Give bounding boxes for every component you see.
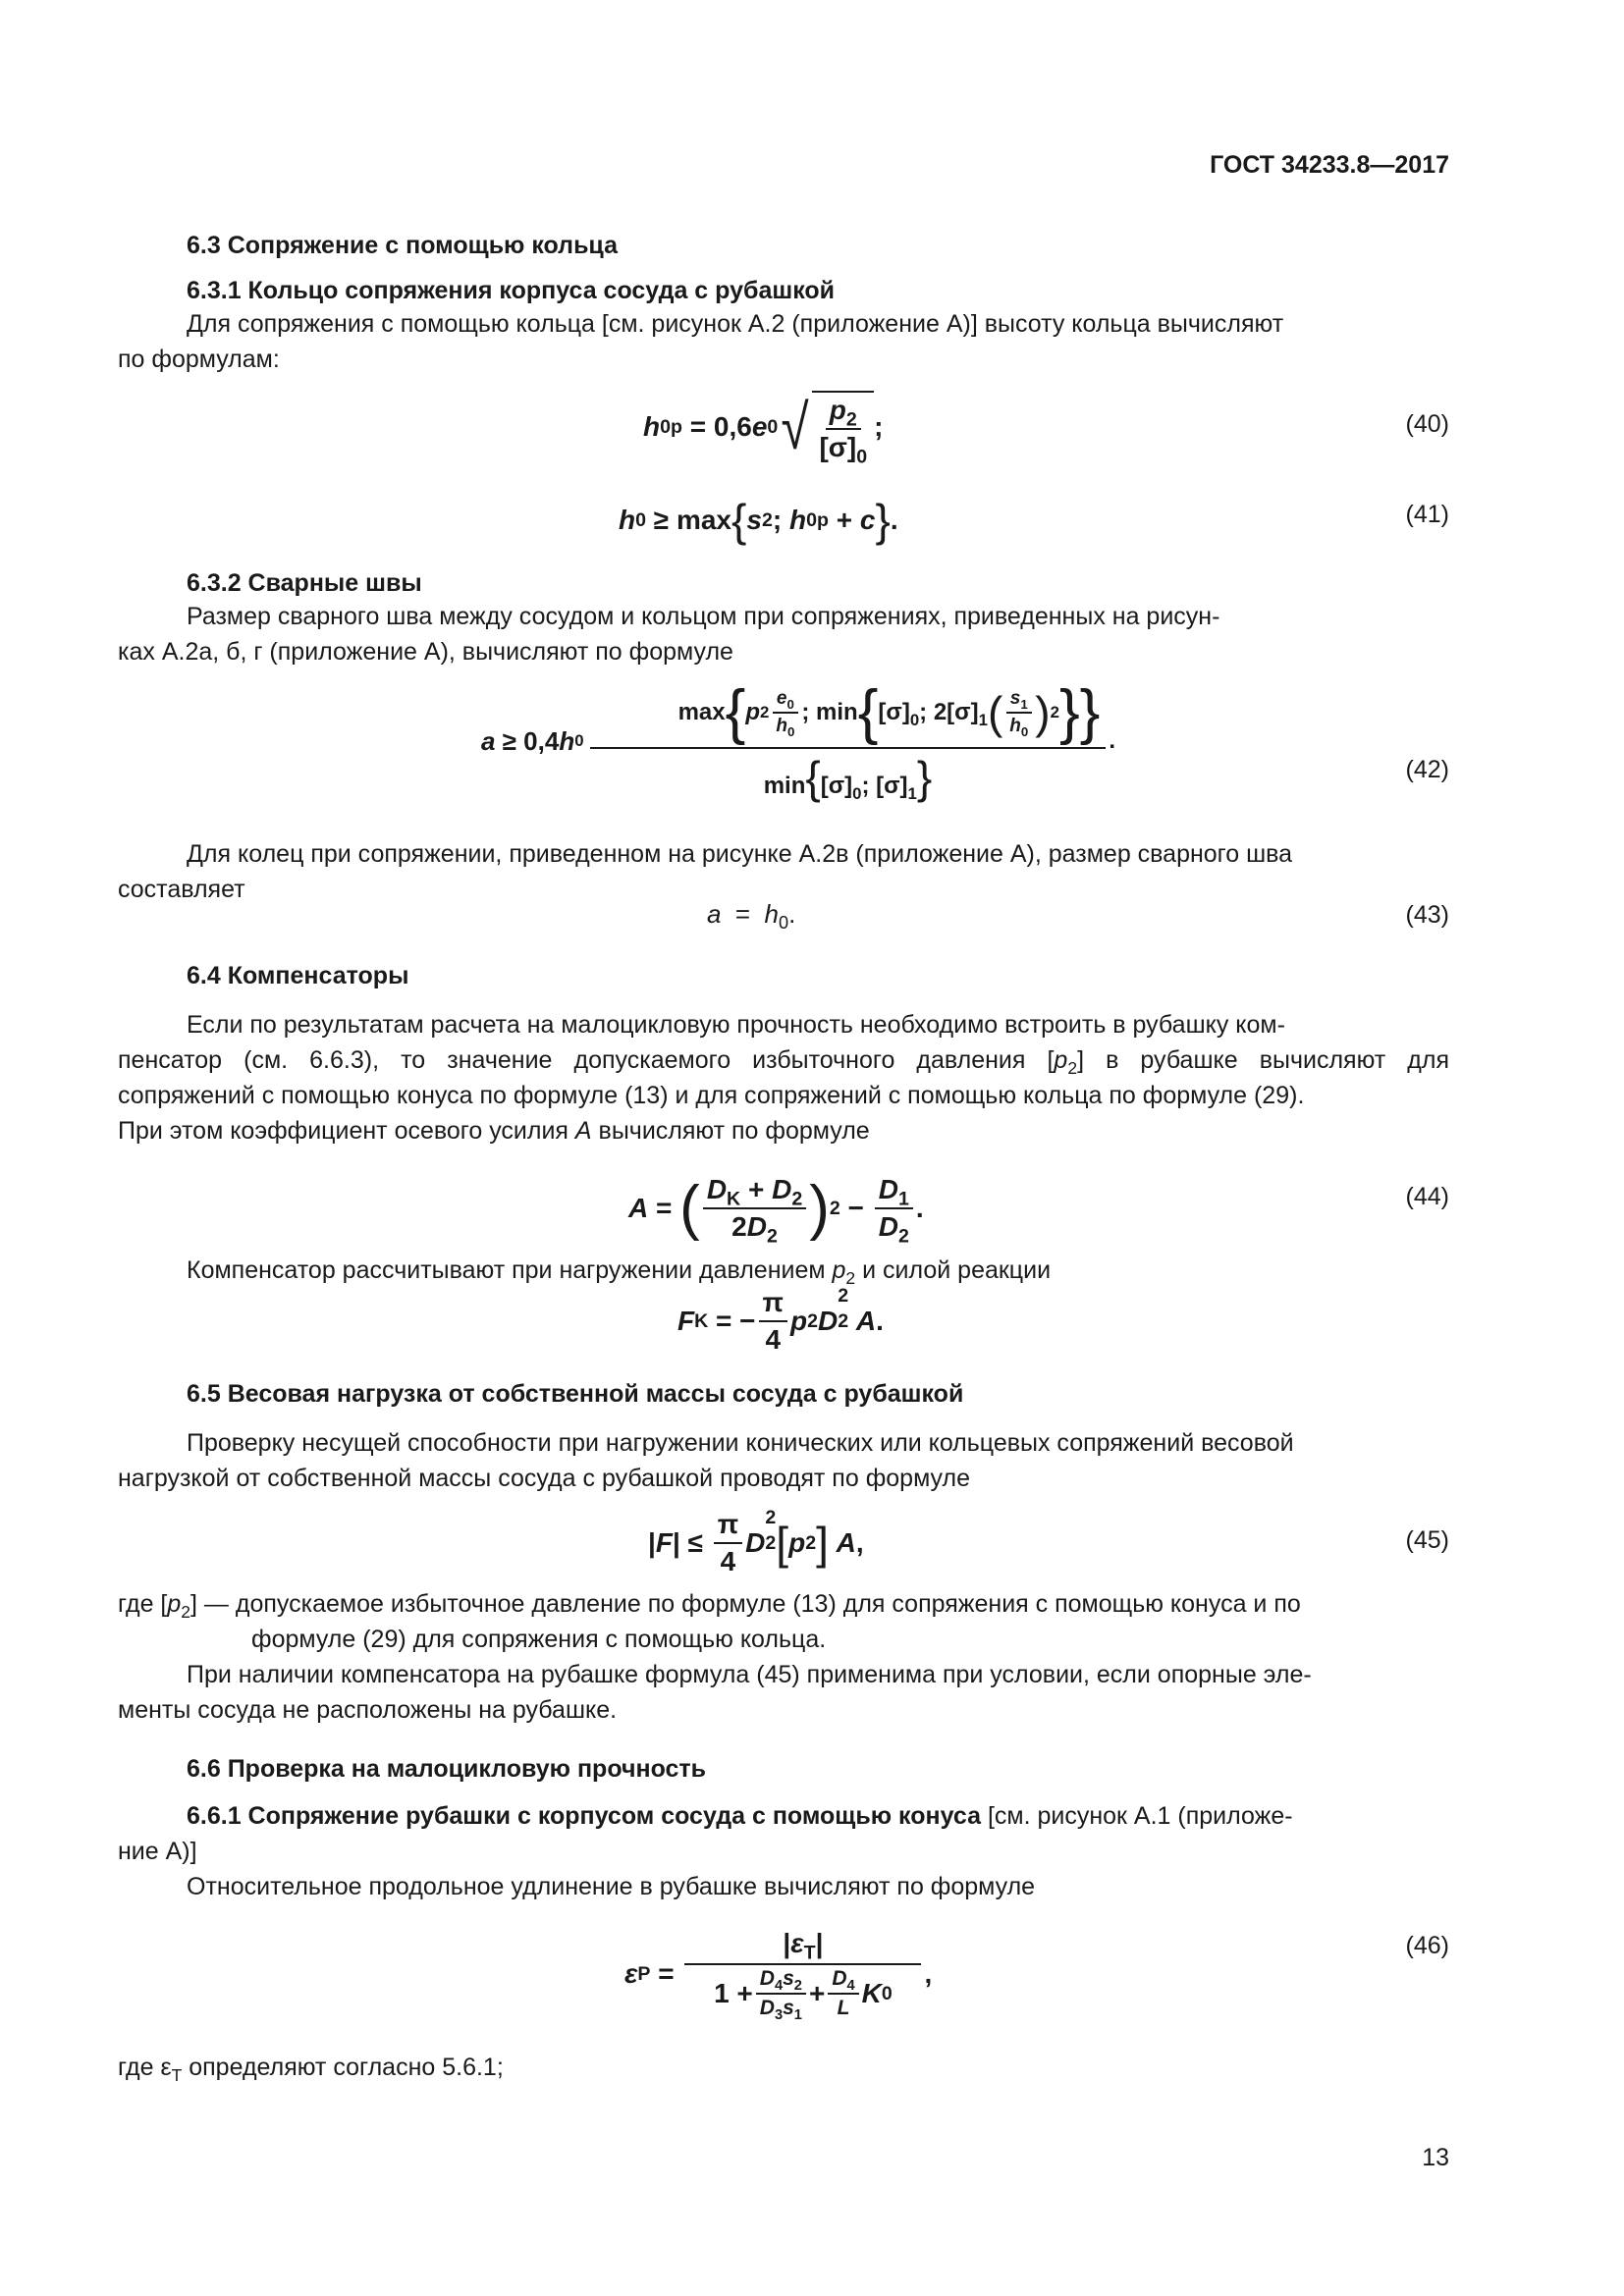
- formula-44: A = ( $\frac{D_K + D_2}{2D_2}$ ) 2 − $\frac{D_1}{D_2}$ .: [628, 1174, 924, 1248]
- where-p2-line2: формуле (29) для сопряжения с помощью кольца.: [251, 1626, 827, 1653]
- equation-number-46: (46): [1405, 1932, 1449, 1959]
- equation-number-41: (41): [1405, 501, 1449, 528]
- section-6-3-2-title: 6.3.2 Сварные швы: [187, 569, 422, 597]
- paragraph-6-4-line2: пенсатор (см. 6.6.3), то значение допускаемого избыточного давления $[p_2]$ в рубашке вычисляют для: [118, 1046, 1449, 1078]
- paragraph-6-5b-line1: При наличии компенсатора на рубашке формула (45) применима при условии, если опорные эле-: [187, 1661, 1312, 1688]
- where-p2-line1: где $[p_2]$ — допускаемое избыточное давление по формуле (13) для сопряжения с помощью конуса и по: [118, 1590, 1301, 1622]
- paragraph-6-4b: Компенсатор рассчитывают при нагружении давлением $p_2$ и силой реакции: [187, 1256, 1052, 1288]
- formula-46: ε P = $|\varepsilon_T|$ 1 + $\frac{D_4s_2}{D_3s_1}$ + $\frac{D_4}{L}$ K 0 ,: [624, 1928, 933, 2024]
- section-6-3-title: 6.3 Сопряжение с помощью кольца: [187, 232, 619, 259]
- formula-reaction-force: F K = − $\frac{\pi}{4}$ p 2 D 2 2 A .: [677, 1285, 884, 1355]
- equation-number-43: (43): [1405, 901, 1449, 929]
- paragraph-6-5b-line2: менты сосуда не расположены на рубашке.: [118, 1696, 618, 1724]
- paragraph-6-6-1: Относительное продольное удлинение в рубашке вычисляют по формуле: [187, 1873, 1036, 1900]
- section-6-6-title: 6.6 Проверка на малоцикловую прочность: [187, 1755, 707, 1783]
- equation-number-40: (40): [1405, 410, 1449, 438]
- section-6-6-1-line1: 6.6.1 Сопряжение рубашки с корпусом сосуда с помощью конуса [см. рисунок А.1 (приложе-: [187, 1802, 1293, 1830]
- paragraph-6-3-2-line1: Размер сварного шва между сосудом и кольцом при сопряжениях, приведенных на рисун-: [187, 603, 1220, 630]
- paragraph-6-5-line2: нагрузкой от собственной массы сосуда с рубашкой проводят по формуле: [118, 1465, 970, 1492]
- paragraph-6-3-2b-line1: Для колец при сопряжении, приведенном на рисунке А.2в (приложение А), размер сварного шва: [187, 840, 1293, 868]
- formula-45: | F | ≤ $\frac{\pi}{4}$ D 2 2 [ p 2 ] A ,: [648, 1507, 864, 1576]
- paragraph-6-5-line1: Проверку несущей способности при нагружении конических или кольцевых сопряжений весовой: [187, 1429, 1294, 1457]
- paragraph-6-3-2-line2: ках А.2а, б, г (приложение А), вычисляют по формуле: [118, 638, 733, 666]
- where-epsilon-t: где $\varepsilon_T$ определяют согласно 5.6.1;: [118, 2054, 504, 2085]
- paragraph-6-4-line3: сопряжений с помощью конуса по формуле (13) и для сопряжений с помощью кольца по формуле (29).: [118, 1082, 1305, 1109]
- equation-number-42: (42): [1405, 756, 1449, 783]
- equation-number-44: (44): [1405, 1183, 1449, 1210]
- equation-number-45: (45): [1405, 1526, 1449, 1554]
- formula-42: a ≥ 0,4 h 0 max { p 2 $\frac{e_0}{h_0}$ ; min { $[\sigma]_0$; $2[\sigma]_1$ ( $\frac{s_1}{h_0}$ ) 2 } } $\min\{[\sigma]_0$; $[\sigma]_1$} .: [481, 678, 1116, 803]
- paragraph-6-3-1-line1: Для сопряжения с помощью кольца [см. рисунок А.2 (приложение А)] высоту кольца вычисляют: [187, 310, 1284, 338]
- formula-41: h 0 ≥ max { s 2 ; h 0p + c } .: [619, 495, 898, 546]
- paragraph-6-4-line4: При этом коэффициент осевого усилия A вычисляют по формуле: [118, 1117, 870, 1145]
- formula-40: h 0p = 0,6 e 0 √ $\frac{p_2}{[\sigma]_0}$ ;: [643, 392, 884, 468]
- paragraph-6-4-line1: Если по результатам расчета на малоцикловую прочность необходимо встроить в рубашку ком-: [187, 1011, 1285, 1039]
- paragraph-6-3-2b-line2: составляет: [118, 876, 245, 903]
- section-6-4-title: 6.4 Компенсаторы: [187, 962, 409, 989]
- section-6-6-1-line2: ние А)]: [118, 1838, 197, 1865]
- section-6-5-title: 6.5 Весовая нагрузка от собственной массы сосуда с рубашкой: [187, 1380, 964, 1408]
- formula-43: $a = h_0$.: [707, 899, 796, 934]
- page-number: 13: [1422, 2144, 1449, 2171]
- document-id: ГОСТ 34233.8—2017: [1210, 151, 1449, 179]
- section-6-3-1-title: 6.3.1 Кольцо сопряжения корпуса сосуда с рубашкой: [187, 277, 836, 304]
- paragraph-6-3-1-line2: по формулам:: [118, 346, 280, 373]
